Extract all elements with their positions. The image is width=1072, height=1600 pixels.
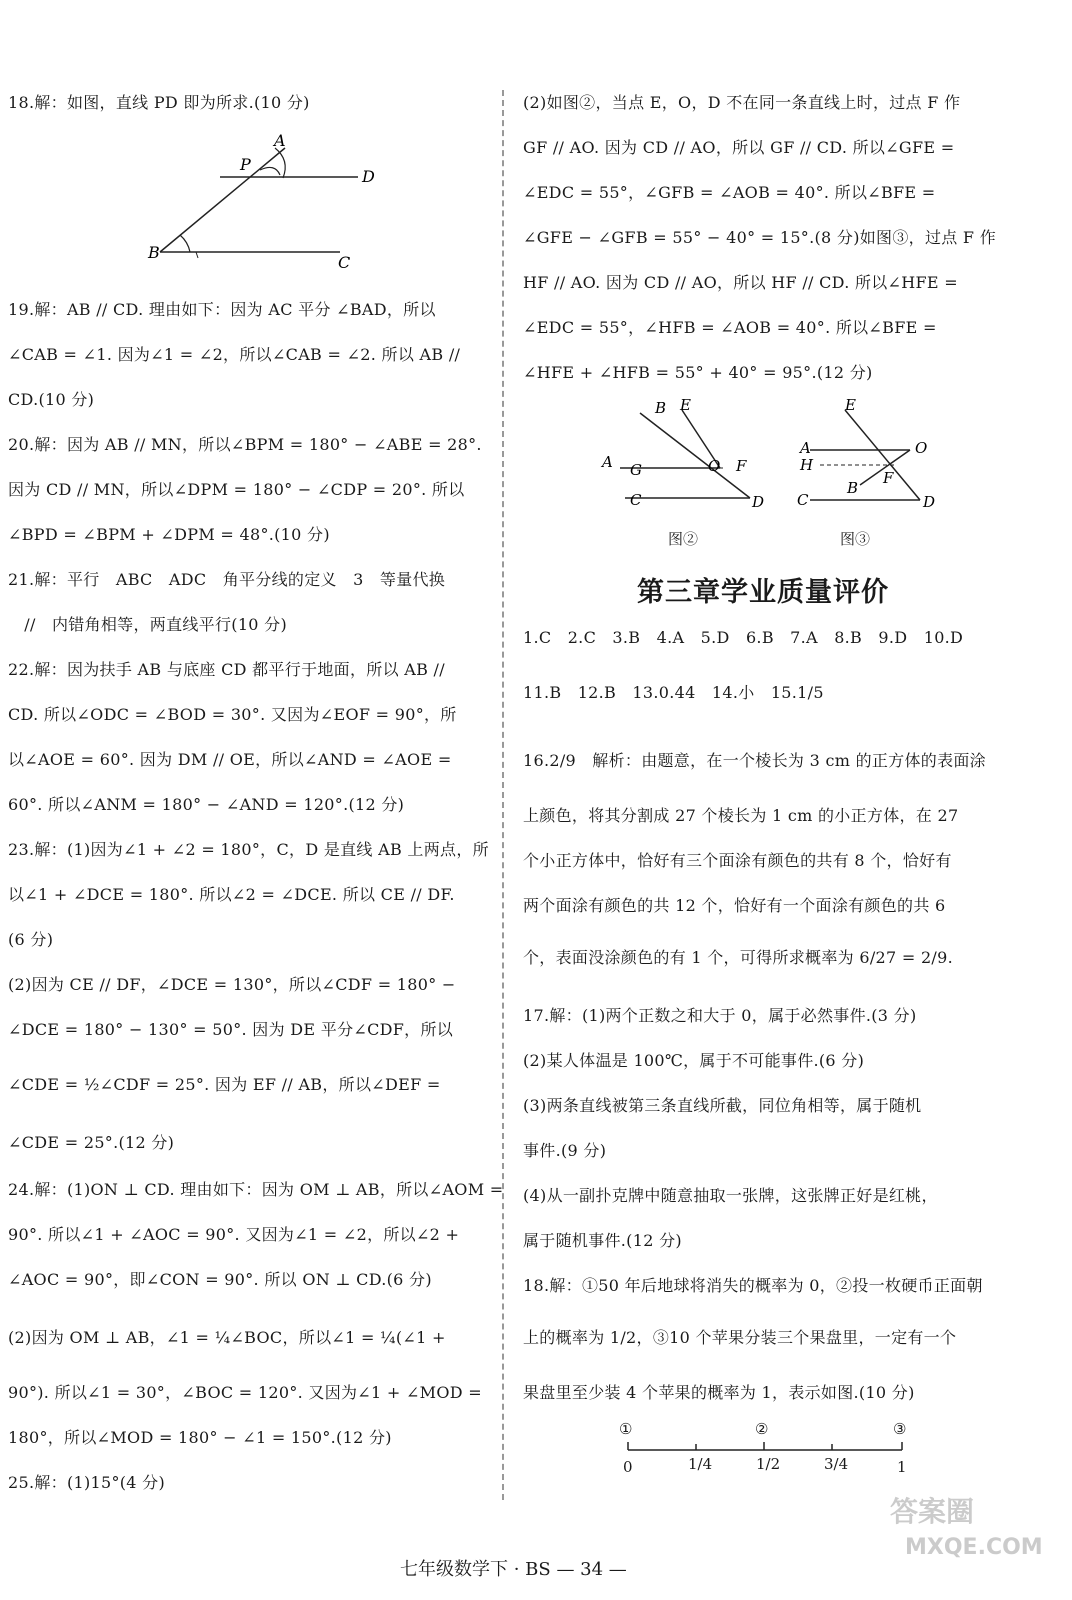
svg-text:A: A (274, 131, 286, 150)
svg-text:F: F (736, 457, 747, 475)
svg-text:A: A (602, 453, 613, 471)
marker-3: ③ (893, 1420, 907, 1438)
answer-line: ∠CDE = 25°.(12 分) (8, 1133, 175, 1152)
answer-line: 因为 CD // MN，所以∠DPM = 180° − ∠CDP = 20°. 所以 (8, 480, 465, 499)
figure-2 (600, 395, 790, 520)
answer-line: 事件.(9 分) (523, 1141, 607, 1160)
answer-line: ∠BPD = ∠BPM + ∠DPM = 48°.(10 分) (8, 525, 330, 544)
svg-text:B: B (148, 243, 160, 262)
svg-text:D: D (923, 493, 936, 511)
answer-line: // 内错角相等，两直线平行(10 分) (8, 615, 288, 634)
answer-line: 上的概率为 1/2，③10 个苹果分装三个果盘里，一定有一个 (523, 1328, 957, 1347)
answer-line: 上颜色，将其分割成 27 个棱长为 1 cm 的小正方体，在 27 (523, 806, 959, 825)
answer-line: ∠EDC = 55°，∠HFB = ∠AOB = 40°. 所以∠BFE = (523, 318, 937, 337)
answer-line: ∠CDE = ½∠CDF = 25°. 因为 EF // AB，所以∠DEF = (8, 1075, 441, 1094)
answer-line: CD. 所以∠ODC = ∠BOD = 30°. 又因为∠EOF = 90°，所 (8, 705, 457, 724)
tick-three-quarter: 3/4 (824, 1455, 849, 1473)
tick-1: 1 (897, 1458, 907, 1476)
tick-0: 0 (623, 1458, 633, 1476)
answer-line: 18.解：如图，直线 PD 即为所求.(10 分) (8, 93, 310, 112)
answer-line: ∠AOC = 90°，即∠CON = 90°. 所以 ON ⊥ CD.(6 分) (8, 1270, 432, 1289)
svg-text:E: E (680, 396, 691, 414)
page-footer: 七年级数学下 · BS — 34 — (400, 1559, 627, 1580)
svg-text:D: D (752, 493, 765, 511)
watermark-url: MXQE.COM (905, 1535, 1043, 1560)
answer-line: 180°，所以∠MOD = 180° − ∠1 = 150°.(12 分) (8, 1428, 392, 1447)
answer-line: ∠DCE = 180° − 130° = 50°. 因为 DE 平分∠CDF，所以 (8, 1020, 454, 1039)
answer-line: GF // AO. 因为 CD // AO，所以 GF // CD. 所以∠GFE = (523, 138, 955, 157)
svg-text:P: P (240, 155, 251, 174)
answer-line: 22.解：因为扶手 AB 与底座 CD 都平行于地面，所以 AB // (8, 660, 445, 679)
svg-text:O: O (915, 439, 928, 457)
svg-text:D: D (362, 167, 375, 186)
answer-line: 果盘里至少装 4 个苹果的概率为 1，表示如图.(10 分) (523, 1383, 915, 1402)
answer-line: (2)如图②，当点 E，O，D 不在同一条直线上时，过点 F 作 (523, 93, 961, 112)
marker-1: ① (619, 1420, 633, 1438)
answer-line: ∠HFE + ∠HFB = 55° + 40° = 95°.(12 分) (523, 363, 873, 382)
svg-text:O: O (708, 457, 721, 475)
answer-line: 1.C 2.C 3.B 4.A 5.D 6.B 7.A 8.B 9.D 10.D (523, 628, 964, 647)
svg-text:F: F (883, 469, 894, 487)
marker-2: ② (755, 1420, 769, 1438)
svg-text:C: C (797, 491, 809, 509)
answer-line: 属于随机事件.(12 分) (523, 1231, 682, 1250)
answer-line: ∠EDC = 55°，∠GFB = ∠AOB = 40°. 所以∠BFE = (523, 183, 936, 202)
answer-line: (6 分) (8, 930, 54, 949)
answer-line: 个，表面没涂颜色的有 1 个，可得所求概率为 6/27 = 2/9. (523, 948, 953, 967)
answer-line: 个小正方体中，恰好有三个面涂有颜色的共有 8 个，恰好有 (523, 851, 952, 870)
answer-line: 60°. 所以∠ANM = 180° − ∠AND = 120°.(12 分) (8, 795, 405, 814)
svg-text:G: G (630, 461, 642, 479)
watermark-logo: 答案圈 (890, 1495, 975, 1528)
svg-text:H: H (800, 456, 814, 474)
answer-line: 20.解：因为 AB // MN，所以∠BPM = 180° − ∠ABE = 28°. (8, 435, 482, 454)
svg-text:B: B (655, 399, 667, 417)
answer-line: 19.解：AB // CD. 理由如下：因为 AC 平分 ∠BAD，所以 (8, 300, 436, 319)
svg-text:A: A (800, 439, 811, 457)
tick-quarter: 1/4 (688, 1455, 713, 1473)
answer-line: 90°). 所以∠1 = 30°，∠BOC = 120°. 又因为∠1 + ∠MOD = (8, 1383, 482, 1402)
answer-line: 90°. 所以∠1 + ∠AOC = 90°. 又因为∠1 = ∠2，所以∠2 + (8, 1225, 460, 1244)
answer-line: 16.2/9 解析：由题意，在一个棱长为 3 cm 的正方体的表面涂 (523, 751, 986, 770)
svg-text:C: C (338, 253, 351, 272)
answer-line: HF // AO. 因为 CD // AO，所以 HF // CD. 所以∠HFE = (523, 273, 958, 292)
answer-line: 以∠1 + ∠DCE = 180°. 所以∠2 = ∠DCE. 所以 CE // DF. (8, 885, 455, 904)
answer-line: (2)某人体温是 100℃，属于不可能事件.(6 分) (523, 1051, 865, 1070)
answer-line: 25.解：(1)15°(4 分) (8, 1473, 166, 1492)
tick-half: 1/2 (756, 1455, 781, 1473)
answer-line: 11.B 12.B 13.0.44 14.小 15.1/5 (523, 683, 824, 702)
answer-line: ∠CAB = ∠1. 因为∠1 = ∠2，所以∠CAB = ∠2. 所以 AB // (8, 345, 461, 364)
answer-line: 24.解：(1)ON ⊥ CD. 理由如下：因为 OM ⊥ AB，所以∠AOM = (8, 1180, 504, 1199)
answer-line: 两个面涂有颜色的共 12 个，恰好有一个面涂有颜色的共 6 (523, 896, 946, 915)
answer-line: 23.解：(1)因为∠1 + ∠2 = 180°，C，D 是直线 AB 上两点，所 (8, 840, 489, 859)
answer-line: (3)两条直线被第三条直线所截，同位角相等，属于随机 (523, 1096, 922, 1115)
answer-line: 以∠AOE = 60°. 因为 DM // OE，所以∠AND = ∠AOE = (8, 750, 452, 769)
answer-line: ∠GFE − ∠GFB = 55° − 40° = 15°.(8 分)如图③，过点 F 作 (523, 228, 997, 247)
answer-line: CD.(10 分) (8, 390, 95, 409)
svg-text:E: E (845, 396, 856, 414)
svg-text:C: C (630, 491, 642, 509)
figure-problem-18 (140, 130, 400, 280)
column-divider (502, 90, 504, 1500)
answer-line: 18.解：①50 年后地球将消失的概率为 0，②投一枚硬币正面朝 (523, 1276, 983, 1295)
answer-line: (2)因为 OM ⊥ AB，∠1 = ¼∠BOC，所以∠1 = ¼(∠1 + (8, 1328, 446, 1347)
section-title: 第三章学业质量评价 (637, 577, 889, 608)
answer-line: (4)从一副扑克牌中随意抽取一张牌，这张牌正好是红桃， (523, 1186, 938, 1205)
answer-line: 21.解：平行 ABC ADC 角平分线的定义 3 等量代换 (8, 570, 446, 589)
answer-line: (2)因为 CE // DF，∠DCE = 130°，所以∠CDF = 180° − (8, 975, 456, 994)
figure-3 (795, 395, 955, 520)
figure-3-caption: 图③ (840, 530, 871, 548)
svg-text:B: B (847, 479, 859, 497)
answer-line: 17.解：(1)两个正数之和大于 0，属于必然事件.(3 分) (523, 1006, 917, 1025)
figure-2-caption: 图② (668, 530, 699, 548)
